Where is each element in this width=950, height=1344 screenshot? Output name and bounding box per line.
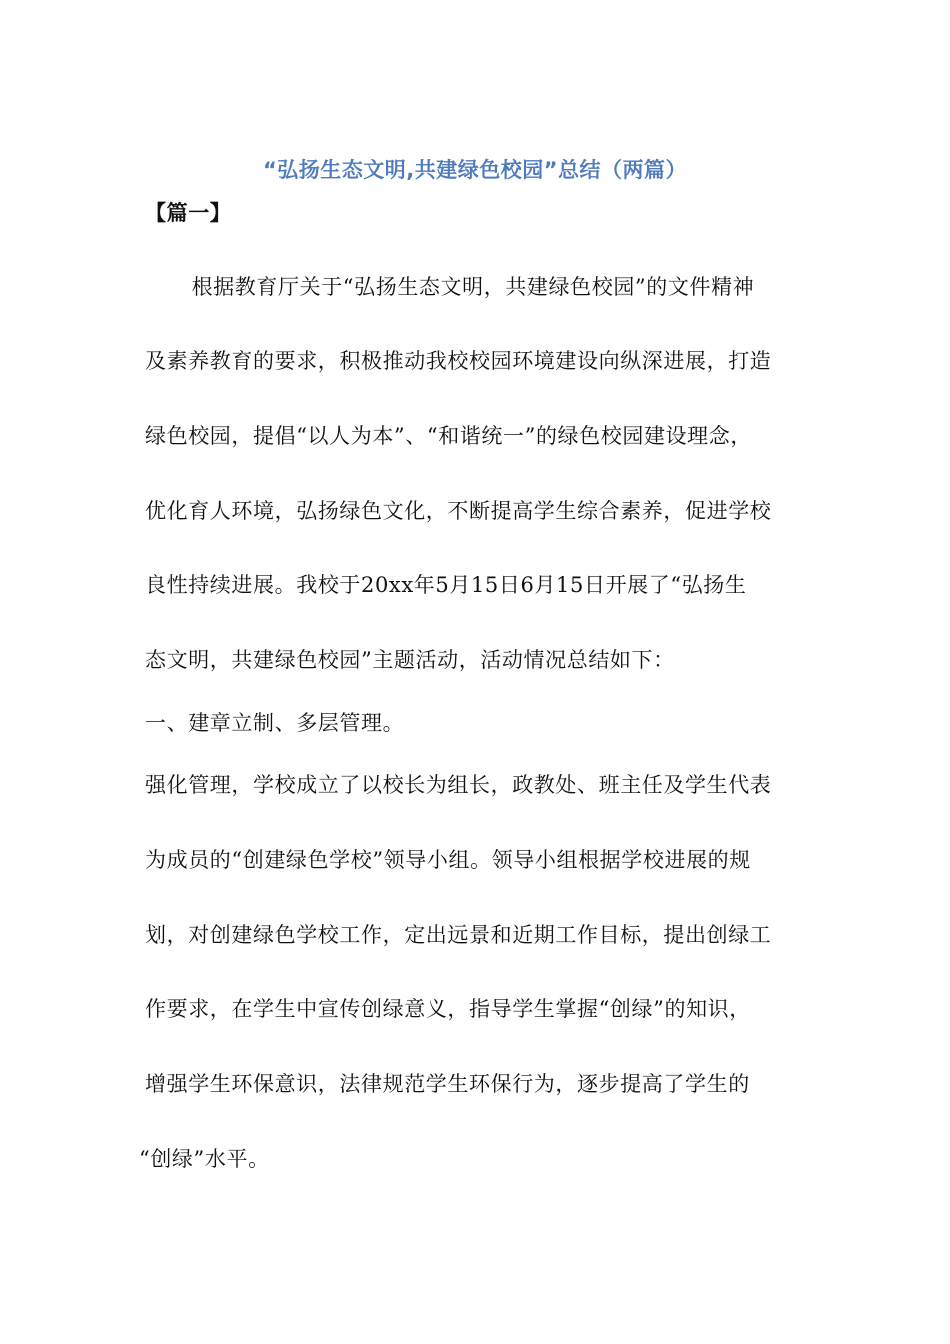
paragraph-line: 为成员的“创建绿色学校”领导小组。领导小组根据学校进展的规: [145, 848, 751, 872]
document-title: “弘扬生态文明,共建绿色校园”总结（两篇）: [262, 158, 688, 182]
paragraph-line: 强化管理，学校成立了以校长为组长，政教处、班主任及学生代表: [145, 773, 772, 797]
paragraph-line: 优化育人环境，弘扬绿色文化，不断提高学生综合素养，促进学校: [145, 499, 772, 523]
paragraph-line: 增强学生环保意识，法律规范学生环保行为，逐步提高了学生的: [145, 1072, 750, 1096]
paragraph-line: 绿色校园，提倡“以人为本”、“和谐统一”的绿色校园建设理念，: [145, 424, 752, 448]
paragraph-line: 作要求，在学生中宣传创绿意义，指导学生掌握“创绿”的知识，: [145, 997, 751, 1021]
paragraph-line: 根据教育厅关于“弘扬生态文明，共建绿色校园”的文件精神: [170, 275, 755, 299]
paragraph-line: “创绿”水平。: [139, 1147, 270, 1171]
paragraph-line: 及素养教育的要求，积极推动我校校园环境建设向纵深进展，打造: [145, 349, 772, 373]
paragraph-line: 良性持续进展。我校于20xx年5月15日6月15日开展了“弘扬生: [145, 573, 747, 597]
section-label: 【篇一】: [145, 201, 232, 225]
paragraph-line: 态文明，共建绿色校园”主题活动，活动情况总结如下：: [145, 648, 675, 672]
paragraph-line: 划，对创建绿色学校工作，定出远景和近期工作目标，提出创绿工: [145, 923, 772, 947]
section-heading: 一、建章立制、多层管理。: [145, 711, 405, 735]
